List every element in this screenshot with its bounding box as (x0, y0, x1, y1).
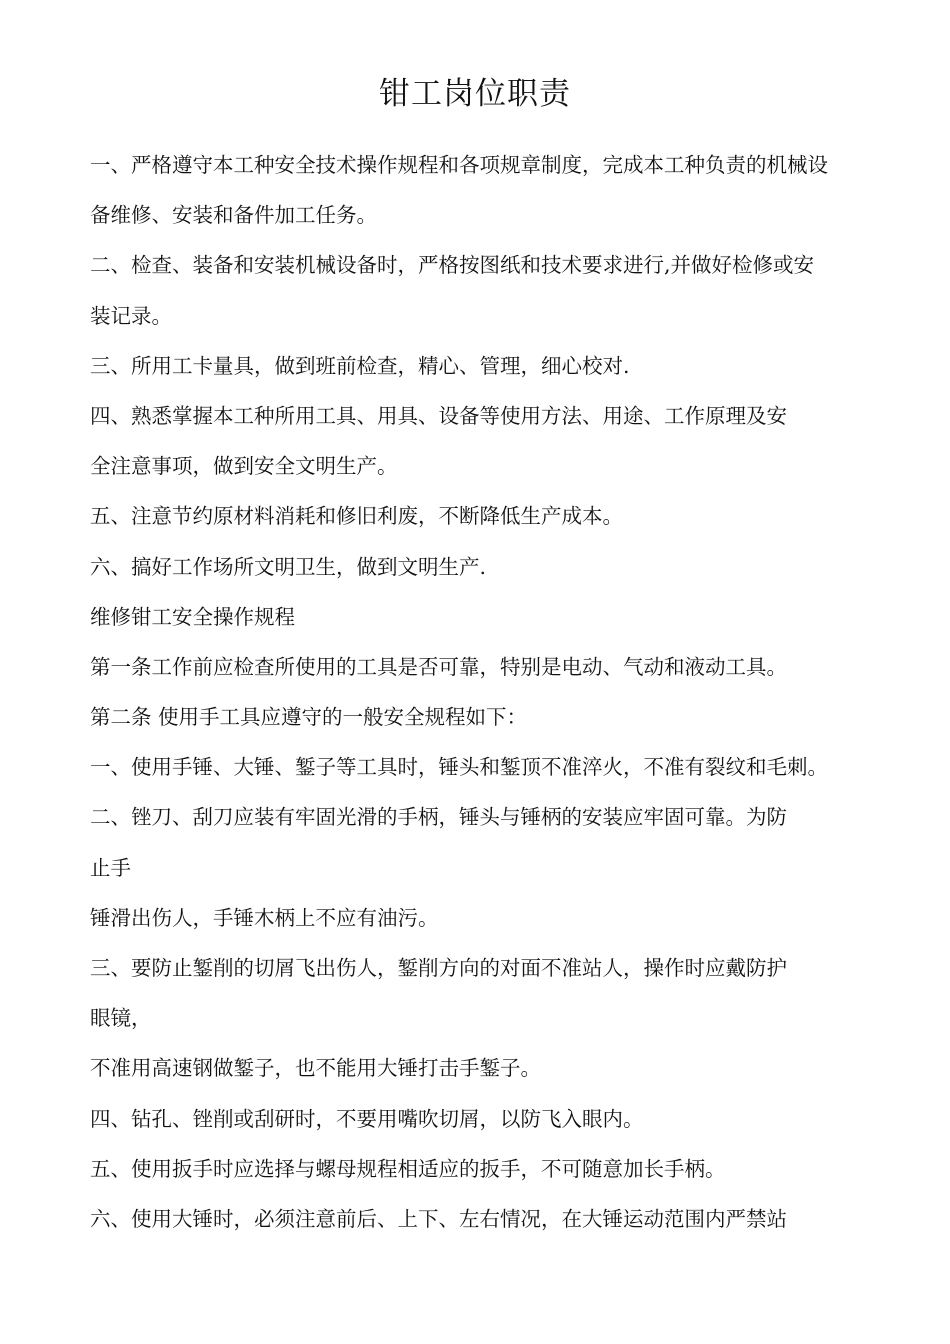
text-line: 第二条 使用手工具应遵守的一般安全规程如下： (90, 705, 528, 730)
text-line: 止手 (90, 855, 131, 880)
text-line: 锤滑出伤人，手锤木柄上不应有油污。 (90, 905, 439, 930)
text-line: 六、搞好工作场所文明卫生，做到文明生产. (90, 554, 487, 579)
text-line: 全注意事项，做到安全文明生产。 (90, 454, 398, 479)
text-line: 装记录。 (90, 303, 172, 328)
text-line: 第一条工作前应检查所使用的工具是否可靠，特别是电动、气动和液动工具。 (90, 654, 787, 679)
text-line: 一、严格遵守本工种安全技术操作规程和各项规章制度，完成本工种负责的机械设 (90, 153, 828, 177)
text-line: 不准用高速钢做錾子，也不能用大锤打击手錾子。 (90, 1056, 541, 1081)
text-line: 一、使用手锤、大锤、錾子等工具时，锤头和錾顶不准淬火，不准有裂纹和毛刺。 (90, 755, 828, 780)
text-line: 三、要防止錾削的切屑飞出伤人，錾削方向的对面不准站人，操作时应戴防护 (90, 956, 787, 980)
text-line: 备维修、安装和备件加工任务。 (90, 203, 377, 228)
text-line: 眼镜， (90, 1006, 152, 1031)
document-title: 钳工岗位职责 (379, 76, 571, 112)
document-body (90, 140, 865, 1244)
text-line: 五、注意节约原材料消耗和修旧利废，不断降低生产成本。 (90, 504, 623, 529)
section-heading: 维修钳工安全操作规程 (90, 604, 295, 629)
text-line: 三、所用工卡量具，做到班前检查，精心、管理，细心校对. (90, 353, 630, 378)
text-line: 二、锉刀、刮刀应装有牢固光滑的手柄，锤头与锤柄的安装应牢固可靠。为防 (90, 805, 787, 830)
text-line: 六、使用大锤时，必须注意前后、上下、左右情况，在大锤运动范围内严禁站 (90, 1206, 787, 1231)
text-line: 四、钻孔、锉削或刮研时，不要用嘴吹切屑，以防飞入眼内。 (90, 1106, 644, 1131)
text-line: 二、检查、装备和安装机械设备时，严格按图纸和技术要求进行,并做好检修或安 (90, 253, 815, 278)
text-line: 五、使用扳手时应选择与螺母规程相适应的扳手，不可随意加长手柄。 (90, 1156, 726, 1181)
text-line: 四、熟悉掌握本工种所用工具、用具、设备等使用方法、用途、工作原理及安 (90, 403, 787, 428)
